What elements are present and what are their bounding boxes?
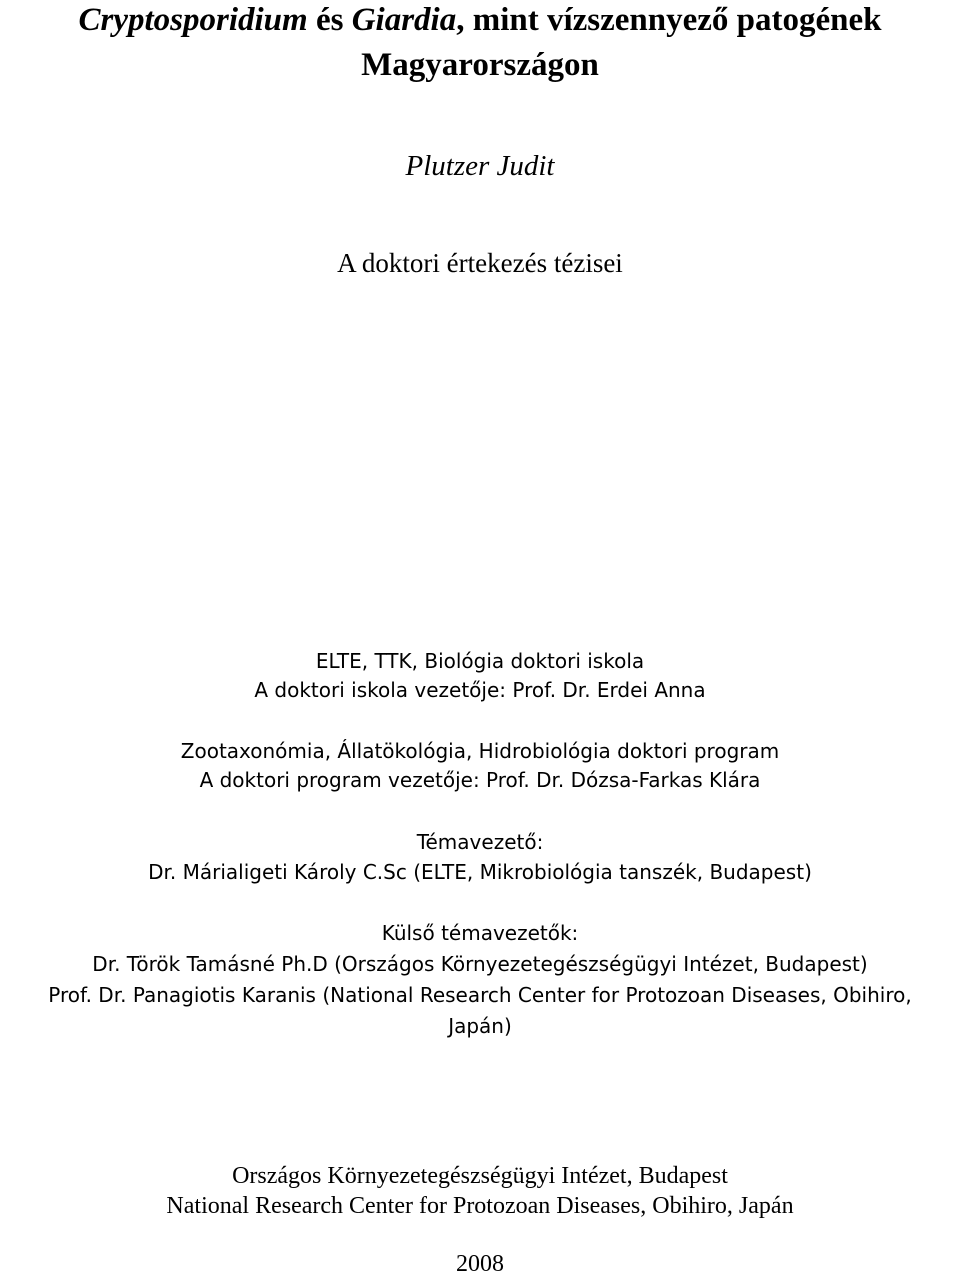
external-supervisor-2-cont: Japán) (448, 1014, 512, 1038)
title-conjunction: és (307, 2, 352, 38)
title-organism-1: Cryptosporidium (78, 2, 308, 38)
external-supervisor-2: Prof. Dr. Panagiotis Karanis (National Research Center for Protozoan Diseases, Obihiro, (48, 983, 912, 1007)
doctoral-program: Zootaxonómia, Állatökológia, Hidrobiológia doktori program (180, 739, 780, 763)
supervisor-name: Dr. Márialigeti Károly C.Sc (ELTE, Mikrobiológia tanszék, Budapest) (148, 860, 812, 884)
title-rest: , mint vízszennyező patogének (456, 2, 882, 38)
external-supervisors-label: Külső témavezetők: (381, 921, 579, 945)
doctoral-school-head: A doktori iskola vezetője: Prof. Dr. Erdei Anna (254, 678, 706, 702)
title-line-2: Magyarországon (361, 47, 599, 83)
institution-1: Országos Környezetegészségügyi Intézet, Budapest (232, 1163, 728, 1189)
title-line-1 (0, 0, 960, 40)
doctoral-program-head: A doktori program vezetője: Prof. Dr. Dózsa-Farkas Klára (199, 768, 761, 792)
institution-2: National Research Center for Protozoan Diseases, Obihiro, Japán (166, 1193, 794, 1219)
doctoral-school: ELTE, TTK, Biológia doktori iskola (315, 649, 645, 673)
supervisor-label: Témavezető: (416, 830, 544, 854)
year: 2008 (456, 1251, 504, 1277)
author-name: Plutzer Judit (405, 150, 555, 182)
thesis-subtitle: A doktori értekezés tézisei (337, 248, 623, 278)
title-organism-2: Giardia (351, 2, 457, 38)
external-supervisor-1: Dr. Török Tamásné Ph.D (Országos Környezetegészségügyi Intézet, Budapest) (92, 952, 868, 976)
